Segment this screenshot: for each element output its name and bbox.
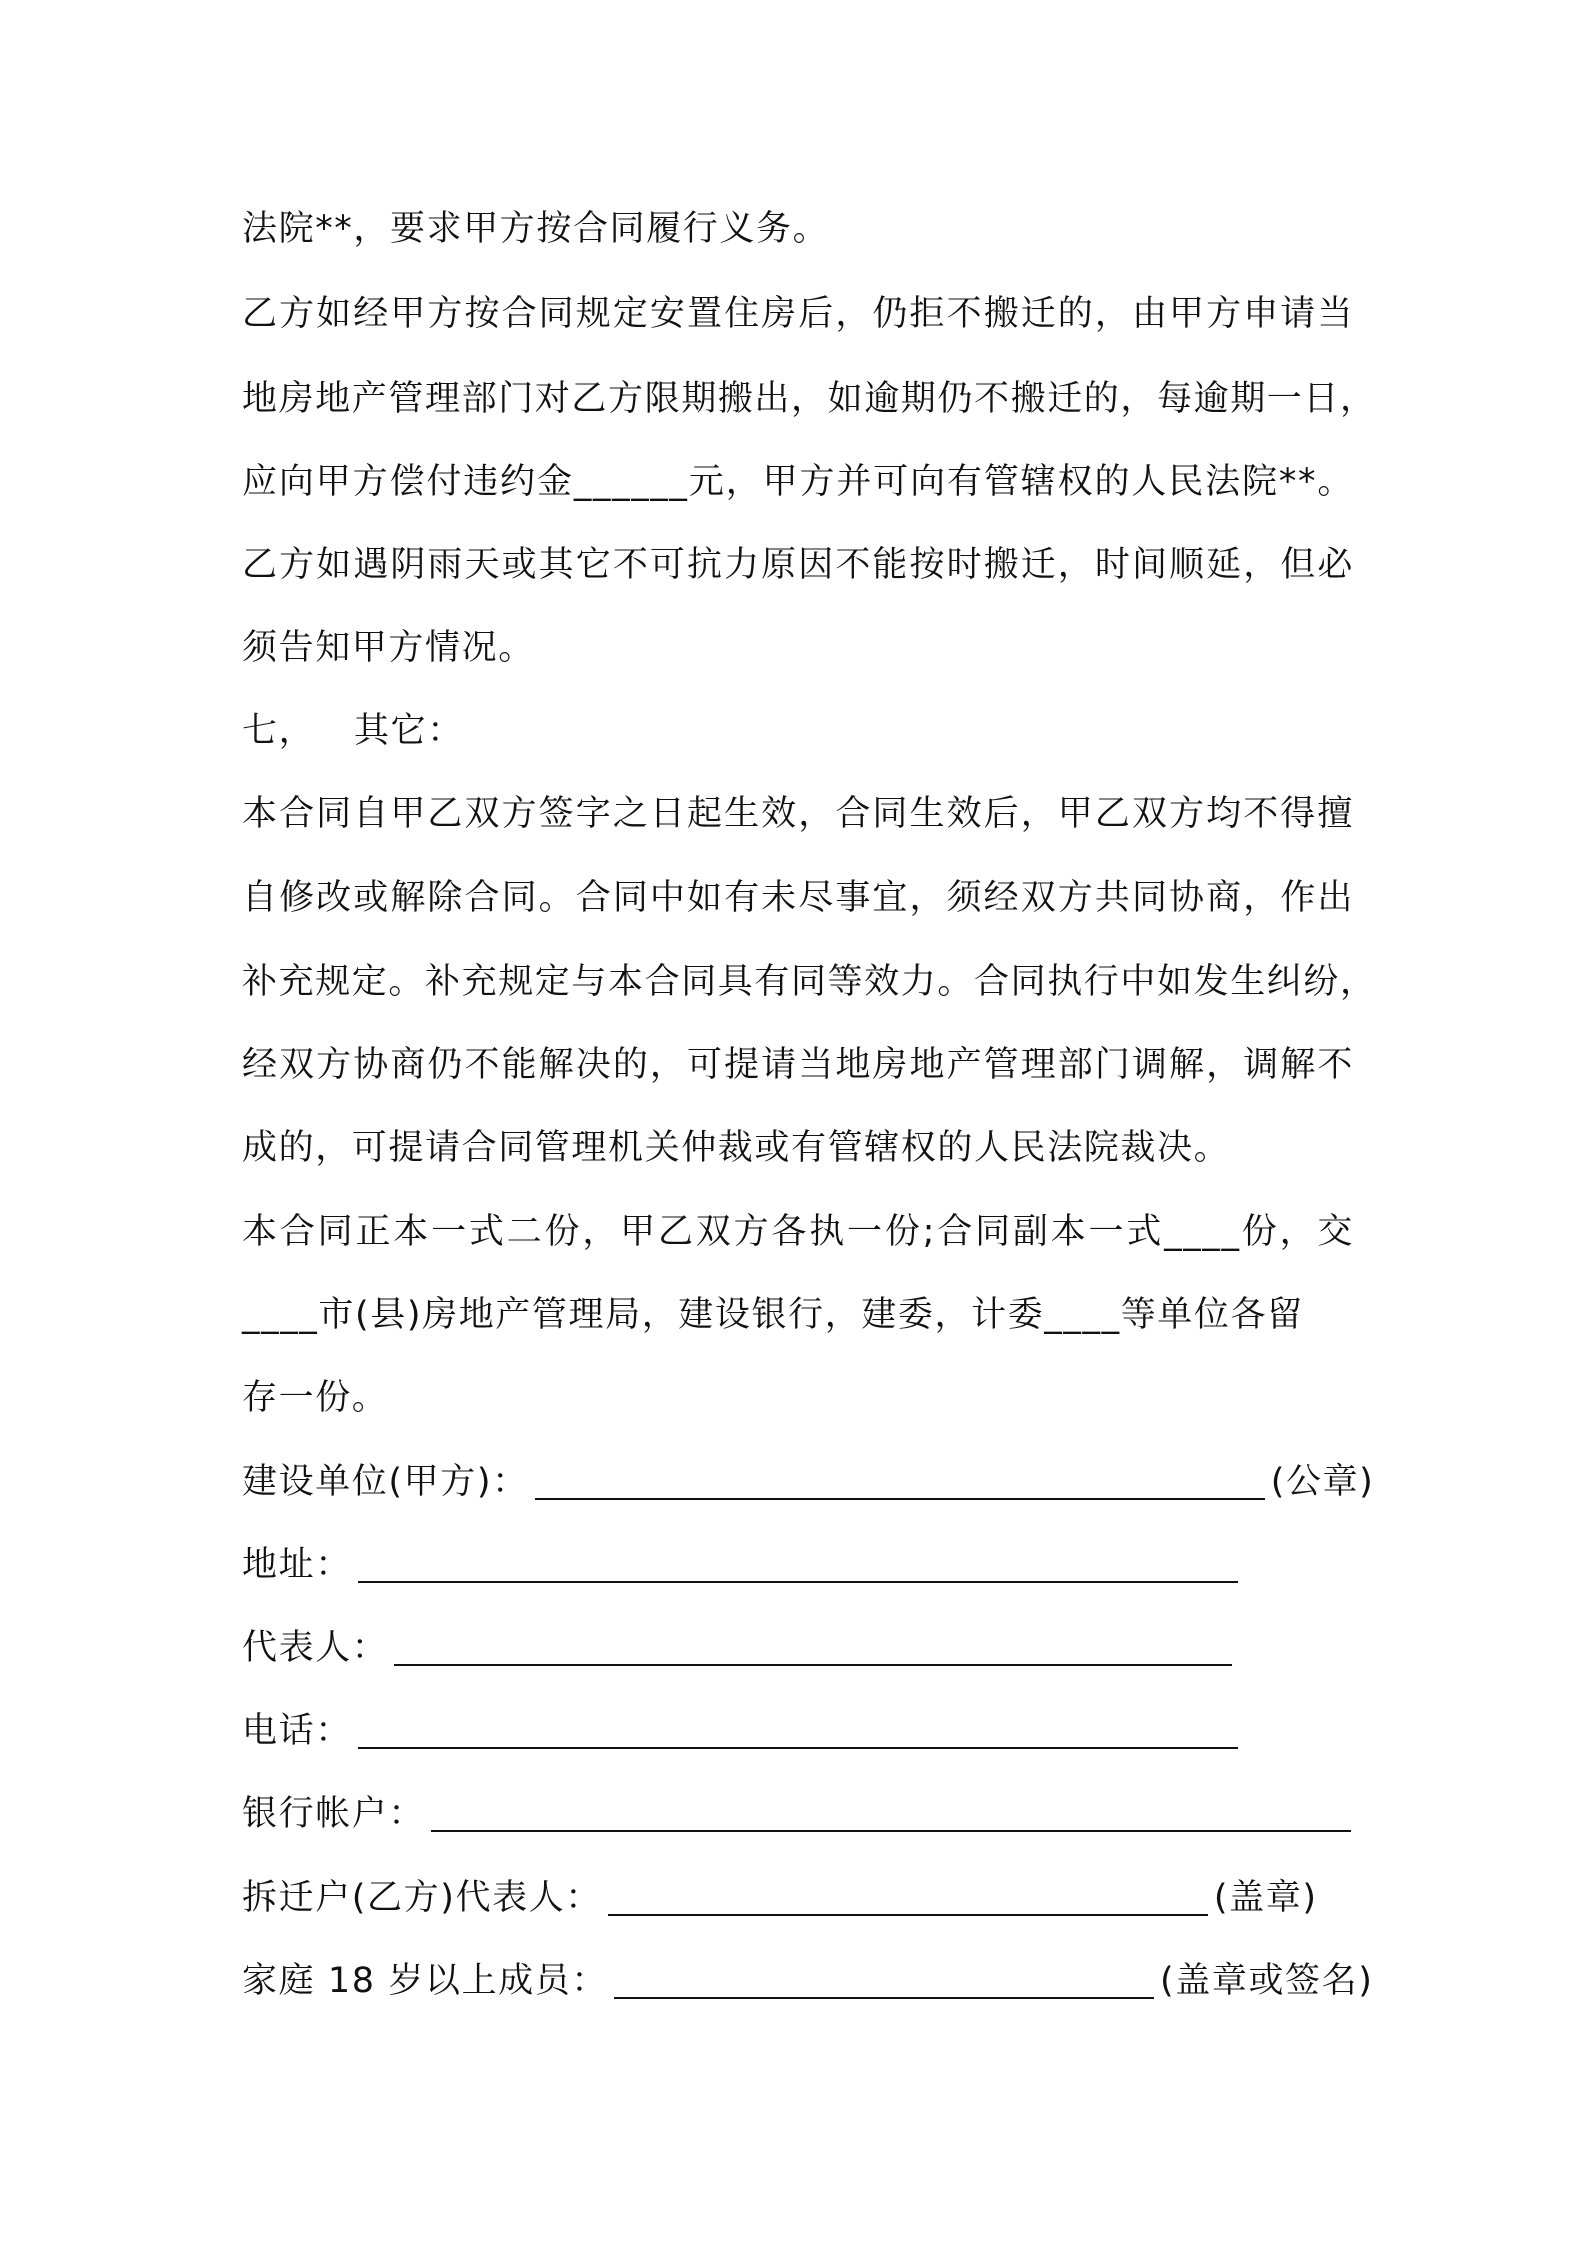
address-blank[interactable]	[358, 1547, 1238, 1583]
text-line: 经双方协商仍不能解决的，可提请当地房地产管理部门调解，调解不	[242, 1045, 1354, 1085]
text-line: 法院**，要求甲方按合同履行义务。	[242, 209, 830, 249]
text-line: 须告知甲方情况。	[242, 628, 535, 668]
text-line: 乙方如经甲方按合同规定安置住房后，仍拒不搬迁的，由甲方申请当	[242, 294, 1354, 334]
bank-account-label: 银行帐户：	[242, 1794, 426, 1834]
family-members-blank[interactable]	[614, 1963, 1154, 1999]
section-title: 其它：	[354, 711, 464, 751]
section-number: 七，	[242, 711, 316, 751]
representative-field	[242, 1624, 1238, 1672]
relocatee-blank[interactable]	[608, 1880, 1208, 1916]
bank-account-field	[242, 1790, 1357, 1838]
family-members-field	[242, 1957, 1374, 2005]
bank-account-blank[interactable]	[431, 1796, 1351, 1832]
relocatee-suffix: (盖章)	[1213, 1878, 1318, 1918]
phone-field	[242, 1707, 1244, 1755]
relocatee-field	[242, 1874, 1318, 1922]
family-members-suffix: (盖章或签名)	[1160, 1961, 1374, 2001]
builder-suffix: (公章)	[1270, 1462, 1375, 1502]
text-line: 自修改或解除合同。合同中如有未尽事宜，须经双方共同协商，作出	[242, 878, 1354, 918]
text-line: 存一份。	[242, 1378, 389, 1418]
family-members-label: 家庭 18 岁以上成员：	[242, 1961, 608, 2001]
builder-field	[242, 1458, 1374, 1506]
phone-blank[interactable]	[358, 1713, 1238, 1749]
builder-label: 建设单位(甲方)：	[242, 1462, 529, 1502]
text-line: 成的，可提请合同管理机关仲裁或有管辖权的人民法院裁决。	[242, 1128, 1231, 1168]
text-line: 本合同自甲乙双方签字之日起生效，合同生效后，甲乙双方均不得擅	[242, 794, 1354, 834]
builder-blank[interactable]	[535, 1464, 1265, 1500]
text-line: 乙方如遇阴雨天或其它不可抗力原因不能按时搬迁，时间顺延，但必	[242, 545, 1354, 585]
relocatee-label: 拆迁户(乙方)代表人：	[242, 1878, 602, 1918]
representative-label: 代表人：	[242, 1628, 389, 1668]
text-line: 应向甲方偿付违约金______元，甲方并可向有管辖权的人民法院**。	[242, 462, 1354, 502]
text-line: 本合同正本一式二份，甲乙双方各执一份;合同副本一式____份，交	[242, 1212, 1354, 1252]
text-line: 地房地产管理部门对乙方限期搬出，如逾期仍不搬迁的，每逾期一日，	[242, 379, 1377, 419]
section-heading	[242, 707, 464, 755]
address-label: 地址：	[242, 1545, 352, 1585]
phone-label: 电话：	[242, 1711, 352, 1751]
address-field	[242, 1541, 1244, 1589]
text-line: 补充规定。补充规定与本合同具有同等效力。合同执行中如发生纠纷，	[242, 962, 1377, 1002]
text-line: ____市(县)房地产管理局，建设银行，建委，计委____等单位各留	[242, 1295, 1304, 1335]
representative-blank[interactable]	[394, 1630, 1232, 1666]
